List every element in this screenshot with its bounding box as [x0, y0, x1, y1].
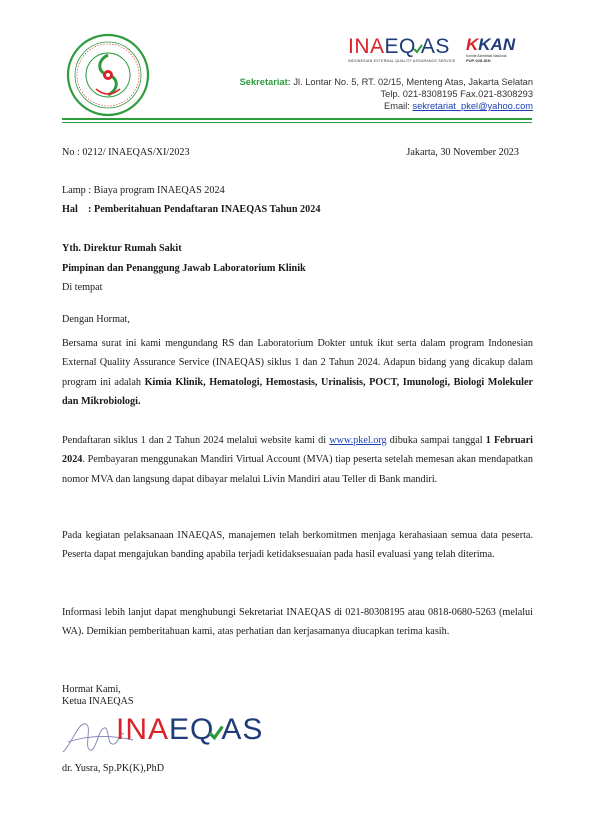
recipient-line-2: Pimpinan dan Penanggung Jawab Laboratorium Klinik	[62, 263, 306, 274]
header-divider-thin	[62, 122, 532, 123]
subject-line	[62, 203, 320, 217]
closing-regards: Hormat Kami,	[62, 684, 121, 695]
paragraph-contact: Informasi lebih lanjut dapat menghubungi Sekretariat INAEQAS di 021-80308195 atau 0818-0680-5263 (melalui WA). Demikian pemberitahuan kami, atas perhatian dan kerjasamanya diucapkan terima kasih.	[62, 607, 533, 638]
signature-brand-logo	[116, 714, 263, 746]
place-date: Jakarta, 30 November 2023	[406, 147, 519, 158]
letter-number: No : 0212/ INAEQAS/XI/2023	[62, 147, 190, 158]
signer-name: dr. Yusra, Sp.PK(K),PhD	[62, 763, 165, 774]
address-block	[240, 76, 533, 112]
email-label: Email:	[384, 101, 410, 111]
closing-title: Ketua INAEQAS	[62, 696, 134, 707]
recipient-line-3: Di tempat	[62, 282, 103, 293]
address-label: Sekretariat:	[239, 77, 291, 87]
paragraph-invitation	[62, 334, 533, 411]
phone-fax: Telp. 021-8308195 Fax.021-8308293	[380, 89, 533, 99]
sig-brand-part-2: EQ	[169, 713, 215, 746]
subject-label: Hal	[62, 204, 78, 215]
kan-mark: K	[466, 35, 479, 54]
paragraph-invitation-text: Bersama surat ini kami mengundang RS dan Laboratorium Dokter untuk ikut serta dalam program Indonesian External Quality Assurance Service (INAEQAS) siklus 1 dan 2 Tahun 2024. Adapun bidang yang dicakup dalam program ini adalah	[62, 338, 533, 388]
recipient-line-1: Yth. Direktur Rumah Sakit	[62, 243, 182, 254]
subject-value: : Pemberitahuan Pendaftaran INAEQAS Tahun 2024	[88, 204, 321, 215]
registration-deadline: 1 Februari 2024	[62, 435, 533, 466]
address-text: Jl. Lontar No. 5, RT. 02/15, Menteng Atas, Jakarta Selatan	[293, 77, 533, 87]
inaeqas-logo	[348, 36, 455, 63]
attachment-line: Lamp : Biaya program INAEQAS 2024	[62, 185, 225, 196]
registration-text-a: Pendaftaran siklus 1 dan 2 Tahun 2024 melalui website kami di	[62, 435, 330, 446]
paragraph-registration	[62, 431, 533, 489]
registration-text-c: . Pembayaran menggunakan Mandiri Virtual Account (MVA) tiap peserta setelah memesan akan mendapatkan nomor MVA dan langsung dapat dibayar melalui Livin Mandiri atau Teller di Bank mandiri.	[62, 454, 533, 485]
program-fields: Kimia Klinik, Hematologi, Hemostasis, Urinalisis, POCT, Imunologi, Biologi Molekuler dan Mikrobiologi.	[62, 376, 533, 407]
kan-logo	[466, 36, 515, 63]
kan-subtitle: Komite Akreditasi Nasional	[466, 54, 507, 58]
brand-part-1: INA	[348, 35, 385, 58]
registration-text-b: dibuka sampai tanggal	[386, 435, 486, 446]
sig-brand-part-1: INA	[116, 713, 170, 746]
website-link[interactable]: www.pkel.org	[329, 435, 387, 446]
email-link[interactable]: sekretariat_pkel@yahoo.com	[412, 101, 533, 111]
brand-part-2: EQ	[384, 35, 416, 58]
greeting: Dengan Hormat,	[62, 314, 130, 325]
kan-code: PUP-028-IDN	[466, 58, 491, 63]
organization-seal-icon	[66, 33, 150, 117]
brand-subtitle: INDONESIAN EXTERNAL QUALITY ASSURANCE SERVICE	[348, 59, 456, 63]
sig-brand-part-3: AS	[221, 713, 264, 746]
paragraph-confidentiality: Pada kegiatan pelaksanaan INAEQAS, manajemen telah berkomitmen menjaga kerahasiaan semua data peserta. Peserta dapat mengajukan banding apabila terjadi ketidaksesuaian pada hasil evaluasi yang telah diterima.	[62, 530, 533, 561]
kan-word: KAN	[478, 35, 516, 54]
header-divider	[62, 118, 532, 120]
brand-part-3: AS	[420, 35, 450, 58]
